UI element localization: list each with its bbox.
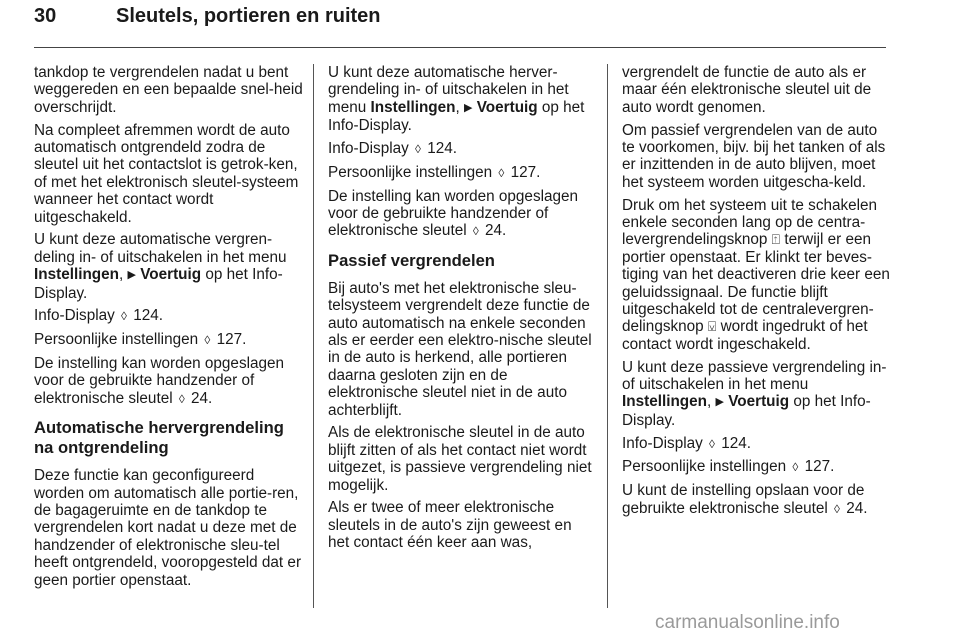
cross-reference: Info-Display ◊ 124. [328,140,457,158]
column-1 [34,64,304,595]
cross-reference: Persoonlijke instellingen ◊ 127. [622,458,835,476]
header-divider [34,47,886,48]
reference-arrow-icon: ◊ [415,142,421,157]
section-heading: Automatische hervergrendeling na ontgrendeling [34,418,284,458]
reference-arrow-icon: ◊ [472,224,479,239]
cross-reference: Info-Display ◊ 124. [34,307,163,325]
menu-vehicle: Voertuig [140,266,202,284]
column-divider-1 [313,64,314,608]
reference-arrow-icon: ◊ [204,333,211,348]
menu-vehicle: Voertuig [476,98,538,116]
paragraph: U kunt deze automatische vergren-deling in- of uitschakelen in het menu Instellingen, ▶ Voertuig op het Info-Display. [34,231,287,302]
page-header [34,2,886,48]
menu-vehicle: Voertuig [728,393,790,411]
reference-arrow-icon: ◊ [498,165,505,180]
menu-settings: Instellingen [370,98,456,116]
triangle-icon: ▶ [715,396,724,409]
paragraph: U kunt de instelling opslaan voor de gebruikte elektronische sleutel ◊ 24. [622,482,868,517]
page-number: 30 [34,5,57,27]
cross-reference: Persoonlijke instellingen ◊ 127. [34,331,247,349]
cross-reference: Persoonlijke instellingen ◊ 127. [328,163,541,181]
lock-button-icon: ⍌ [707,318,717,335]
paragraph: vergrendelt de functie de auto als er maar één elektronische sleutel uit de auto wordt genomen. [622,64,872,116]
reference-arrow-icon: ◊ [178,391,185,406]
paragraph: De instelling kan worden opgeslagen voor de gebruikte handzender of elektronische sleutel ◊ 24. [34,355,285,407]
column-divider-2 [607,64,608,608]
paragraph: U kunt deze automatische herver-grendeling in- of uitschakelen in het menu Instellingen, ▶ Voertuig op het Info-Display. [328,64,585,135]
paragraph: Als de elektronische sleutel in de auto blijft zitten of als het contact niet wordt uitgezet, is passieve vergrendeling niet mogelijk. [328,424,592,494]
paragraph: De instelling kan worden opgeslagen voor de gebruikte handzender of elektronische sleutel ◊ 24. [328,187,579,240]
paragraph: Als er twee of meer elektronische sleutels in de auto's zijn geweest en het contact één keer aan was, [328,499,572,552]
column-3 [622,64,890,523]
reference-arrow-icon: ◊ [792,460,799,475]
watermark: carmanualsonline.info [655,612,840,633]
triangle-icon: ▶ [464,101,473,114]
menu-settings: Instellingen [34,266,119,284]
paragraph: Bij auto's met het elektronische sleu-telsysteem vergrendelt deze functie de auto automatisch na enkele seconden als er eerder een elektro-nische sleutel in de auto is herkend, alle portieren daarna gesloten zijn en de elektronische sleutel niet in de auto achterblijft. [328,279,592,419]
section-heading: Passief vergrendelen [328,250,495,270]
paragraph: Om passief vergrendelen van de auto te voorkomen, bijv. bij het tanken of als er inzittenden in de auto blijven, moet het systeem worden uitgescha-keld. [622,121,886,191]
paragraph: Druk om het systeem uit te schakelen enkele seconden lang op de centra-levergrendelingsknop ⍐ terwijl er een portier openstaat. Er klinkt ter beves-tiging van het deactiveren drie keer een geluidssignaal. De functie blijft uitgeschakeld tot de centralevergren-delingsknop ⍌ wordt ingedrukt of het contact wordt ingeschakeld. [622,196,890,353]
page-title: Sleutels, portieren en ruiten [116,5,381,27]
unlock-button-icon: ⍐ [771,231,781,248]
paragraph: U kunt deze passieve vergrendeling in- of uitschakelen in het menu Instellingen, ▶ Voertuig op het Info-Display. [622,358,887,429]
paragraph: tankdop te vergrendelen nadat u bent weggereden en een bepaalde snel-heid overschrijdt. [34,64,303,116]
cross-reference: Info-Display ◊ 124. [622,434,751,452]
triangle-icon: ▶ [127,269,136,282]
reference-arrow-icon: ◊ [709,436,715,451]
reference-arrow-icon: ◊ [121,309,127,324]
reference-arrow-icon: ◊ [834,501,840,516]
paragraph: Na compleet afremmen wordt de auto automatisch ontgrendeld zodra de sleutel uit het contactslot is getrok-ken, of met het elektronisch sleutel-systeem wanneer het contact wordt uitgeschakeld. [34,121,299,226]
column-2 [328,64,594,557]
paragraph: Deze functie kan geconfigureerd worden om automatisch alle portie-ren, de bagageruimte en de tankdop te vergrendelen kort nadat u deze met de handzender of elektronische sleu-tel heeft ontgrendeld, vooropgesteld dat er geen portier openstaat. [34,467,302,589]
menu-settings: Instellingen [622,393,707,411]
